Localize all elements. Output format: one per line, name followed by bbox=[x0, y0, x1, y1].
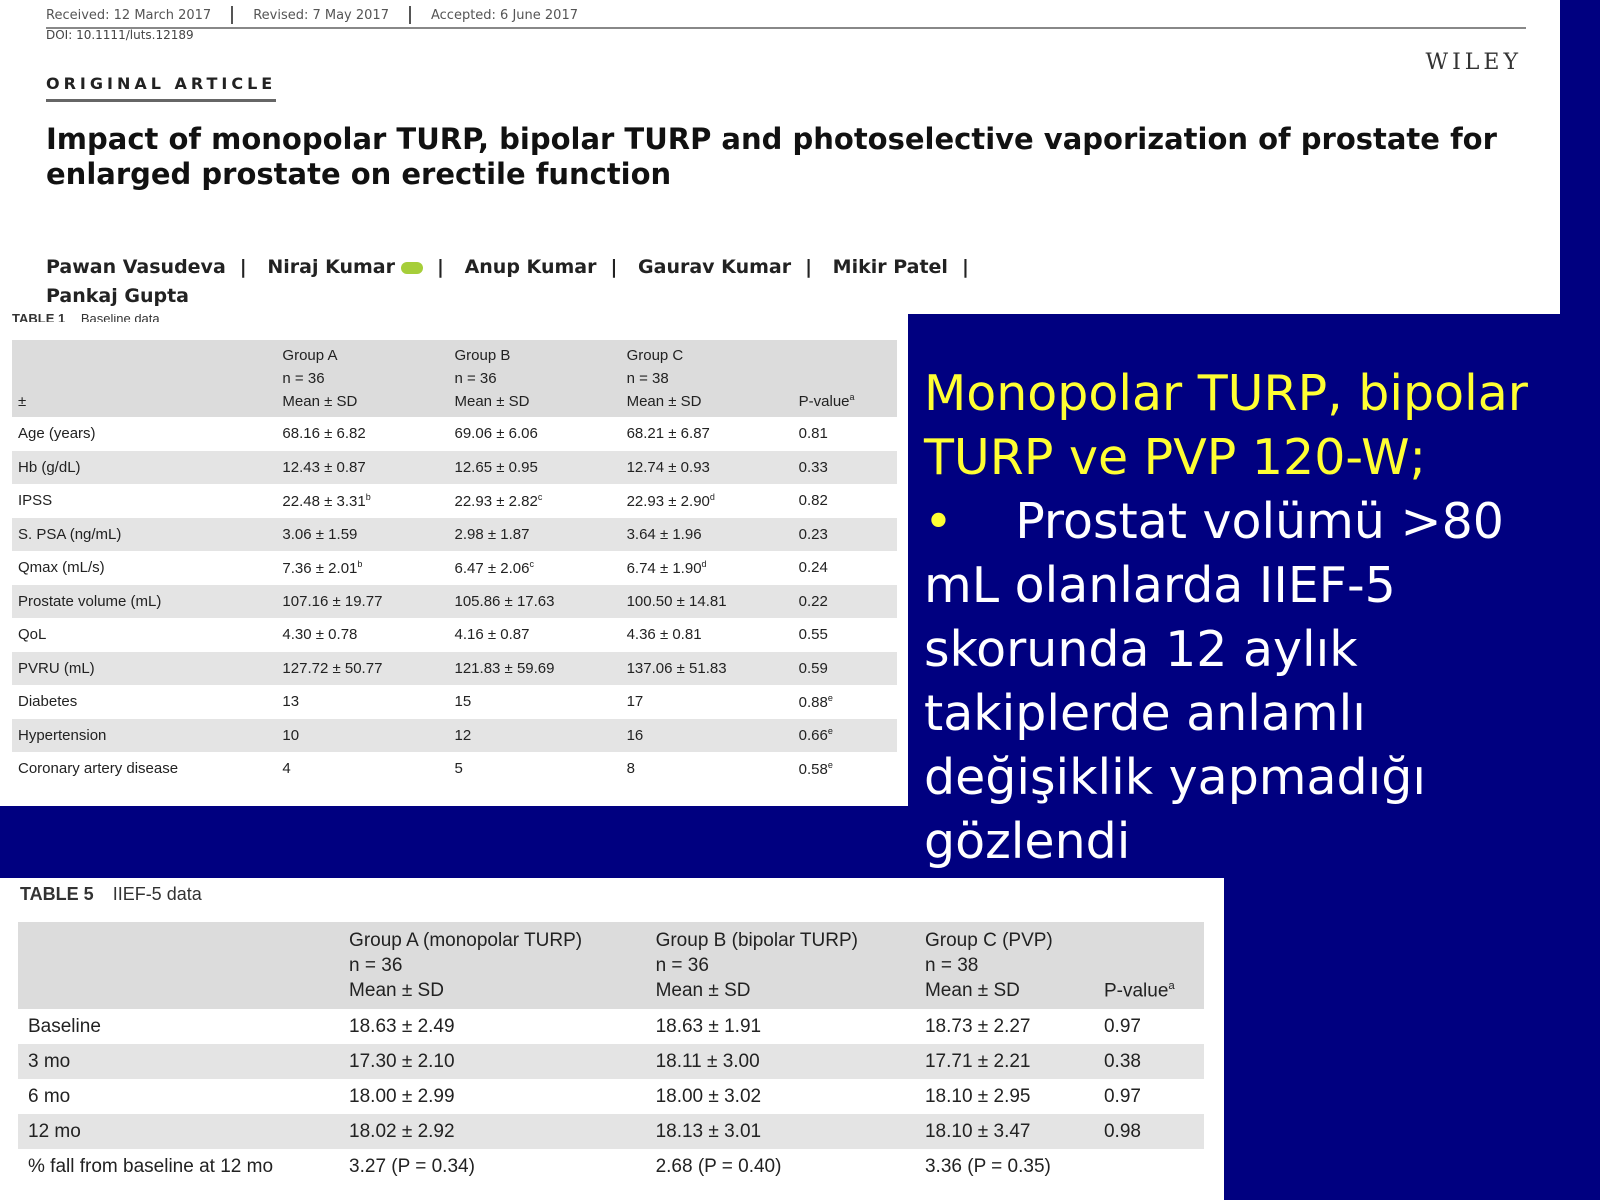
footnote-marker: b bbox=[357, 558, 363, 569]
column-header-line: Mean ± SD bbox=[655, 980, 751, 1001]
table-cell bbox=[793, 652, 897, 686]
cell-value: Hypertension bbox=[18, 726, 107, 744]
article-title: Impact of monopolar TURP, bipolar TURP and photoselective vaporization of prostate for enlarged prostate on erectile function bbox=[46, 122, 1497, 191]
table-cell bbox=[621, 417, 793, 451]
footnote-marker: d bbox=[709, 491, 715, 502]
cell-value: 22.48 ± 3.31 bbox=[282, 492, 366, 510]
author-name: Gaurav Kumar bbox=[638, 256, 792, 278]
table-row bbox=[18, 1044, 1204, 1079]
cell-value: 100.50 ± 14.81 bbox=[626, 592, 727, 610]
cell-value: 16 bbox=[626, 726, 644, 744]
date-divider bbox=[231, 6, 233, 24]
cell-value: 0.97 bbox=[1103, 1015, 1141, 1037]
table-cell bbox=[915, 1114, 1094, 1149]
cell-value: IPSS bbox=[18, 492, 53, 510]
cell-value: 105.86 ± 17.63 bbox=[454, 592, 555, 610]
table-row bbox=[12, 719, 897, 753]
table-cell bbox=[915, 1149, 1094, 1184]
column-header-line: n = 36 bbox=[454, 370, 497, 387]
table-cell bbox=[276, 551, 448, 585]
row-label bbox=[12, 417, 276, 451]
table-cell bbox=[276, 618, 448, 652]
cell-value: Hb (g/dL) bbox=[18, 458, 81, 476]
column-header-line bbox=[1104, 936, 1194, 955]
table-cell bbox=[1094, 1009, 1204, 1044]
footnote-marker: a bbox=[849, 392, 855, 402]
cell-value: 12.65 ± 0.95 bbox=[454, 458, 538, 476]
cell-value: 12.43 ± 0.87 bbox=[282, 458, 366, 476]
table-cell bbox=[449, 719, 621, 753]
article-type-label: ORIGINAL ARTICLE bbox=[46, 74, 276, 102]
table1-panel bbox=[0, 314, 908, 806]
table-cell bbox=[449, 652, 621, 686]
table-cell bbox=[621, 518, 793, 552]
cell-value: 0.59 bbox=[798, 659, 828, 677]
cell-value: S. PSA (ng/mL) bbox=[18, 525, 122, 543]
table-cell bbox=[276, 652, 448, 686]
accepted-date: Accepted: 6 June 2017 bbox=[430, 7, 578, 23]
author-list: Pawan Vasudeva | Niraj Kumar | Anup Kumar | Gaurav Kumar | Mikir Patel | Pankaj Gupta bbox=[46, 256, 969, 307]
table-cell bbox=[793, 719, 897, 753]
cell-value: 4.30 ± 0.78 bbox=[282, 626, 358, 644]
iief5-data-table bbox=[18, 922, 1204, 1184]
table-cell bbox=[793, 484, 897, 518]
column-header-line bbox=[28, 946, 329, 965]
column-header bbox=[793, 340, 897, 417]
column-header-line bbox=[28, 984, 329, 1003]
table-cell bbox=[793, 451, 897, 485]
column-header bbox=[12, 340, 276, 417]
cell-value: 3.06 ± 1.59 bbox=[282, 525, 358, 543]
table5-panel bbox=[0, 878, 1224, 1200]
cell-value: 3.36 (P = 0.35) bbox=[924, 1155, 1051, 1177]
table-cell bbox=[339, 1114, 646, 1149]
cell-value: 0.33 bbox=[798, 458, 828, 476]
table-row bbox=[12, 518, 897, 552]
column-header-line: P-value$^a$ bbox=[1103, 979, 1175, 1001]
article-dates bbox=[46, 6, 1526, 29]
table-cell bbox=[449, 451, 621, 485]
table-cell bbox=[915, 1009, 1094, 1044]
table-cell bbox=[621, 752, 793, 786]
table-cell bbox=[915, 1044, 1094, 1079]
table-cell bbox=[915, 1079, 1094, 1114]
cell-value: 68.16 ± 6.82 bbox=[282, 425, 366, 443]
column-header-line: Mean ± SD bbox=[349, 980, 444, 1001]
row-label bbox=[18, 1149, 339, 1184]
cell-value: 3.64 ± 1.96 bbox=[626, 525, 702, 543]
article-doi: DOI: 10.1111/luts.12189 bbox=[46, 28, 194, 42]
row-label bbox=[12, 685, 276, 719]
table-cell bbox=[449, 417, 621, 451]
table-cell bbox=[276, 719, 448, 753]
cell-value: 107.16 ± 19.77 bbox=[282, 592, 383, 610]
table-cell bbox=[1094, 1149, 1204, 1184]
table-cell bbox=[621, 551, 793, 585]
footnote-marker: b bbox=[365, 491, 371, 502]
cell-value: Prostate volume (mL) bbox=[18, 592, 162, 610]
table-row bbox=[12, 585, 897, 619]
cell-value: 18.63 ± 1.91 bbox=[655, 1015, 762, 1037]
table-cell bbox=[276, 685, 448, 719]
table-cell bbox=[793, 518, 897, 552]
table-cell bbox=[793, 752, 897, 786]
column-header-line: Group A bbox=[282, 347, 338, 364]
table-cell bbox=[646, 1009, 915, 1044]
table-cell bbox=[449, 585, 621, 619]
cell-value: 69.06 ± 6.06 bbox=[454, 425, 538, 443]
footnote-marker: e bbox=[827, 692, 833, 703]
cell-value: 0.97 bbox=[1103, 1085, 1141, 1107]
column-header bbox=[276, 340, 448, 417]
row-label bbox=[12, 484, 276, 518]
cell-value: 3.27 (P = 0.34) bbox=[349, 1155, 475, 1177]
table5-label: TABLE 5 bbox=[20, 884, 94, 904]
author-name: Pankaj Gupta bbox=[46, 285, 189, 307]
column-header bbox=[1094, 922, 1204, 1009]
cell-value: 10 bbox=[282, 726, 300, 744]
table-cell bbox=[793, 618, 897, 652]
column-header bbox=[449, 340, 621, 417]
table-row bbox=[12, 652, 897, 686]
summary-text bbox=[924, 362, 1584, 874]
cell-value: 0.82 bbox=[798, 492, 828, 510]
column-header bbox=[339, 922, 646, 1009]
table-cell bbox=[793, 585, 897, 619]
date-divider bbox=[409, 6, 411, 24]
column-header bbox=[915, 922, 1094, 1009]
article-header-panel bbox=[0, 0, 1560, 314]
table1-header-row bbox=[12, 340, 897, 417]
cell-value: 3 mo bbox=[28, 1050, 71, 1072]
column-header-line: Group A (monopolar TURP) bbox=[349, 930, 583, 951]
cell-value: 18.10 ± 3.47 bbox=[924, 1120, 1031, 1142]
table-row bbox=[18, 1149, 1204, 1184]
column-header-line: n = 38 bbox=[626, 370, 669, 387]
author-name: Mikir Patel bbox=[832, 256, 948, 278]
publisher-logo: WILEY bbox=[1425, 50, 1522, 75]
column-header-line: n = 36 bbox=[349, 955, 403, 976]
table-cell bbox=[449, 518, 621, 552]
cell-value: Age (years) bbox=[18, 425, 96, 443]
cell-value: 0.88 bbox=[798, 693, 828, 711]
column-header-line: Group B (bipolar TURP) bbox=[655, 930, 858, 951]
row-label bbox=[18, 1114, 339, 1149]
table-cell bbox=[449, 618, 621, 652]
summary-body: Prostat volümü >80 mL olanlarda IIEF-5 skorunda 12 aylık takiplerde anlamlı değişiklik yapmadığı gözlendi bbox=[924, 493, 1504, 870]
cell-value: 12 bbox=[454, 726, 472, 744]
cell-value: 0.66 bbox=[798, 727, 828, 745]
table-cell bbox=[276, 518, 448, 552]
table-cell bbox=[646, 1079, 915, 1114]
column-header-line: Group B bbox=[454, 347, 511, 364]
cell-value: Diabetes bbox=[18, 693, 78, 711]
cell-value: 18.73 ± 2.27 bbox=[924, 1015, 1031, 1037]
column-header bbox=[18, 922, 339, 1009]
cell-value: Coronary artery disease bbox=[18, 760, 179, 778]
cell-value: 4.36 ± 0.81 bbox=[626, 626, 702, 644]
table-cell bbox=[276, 451, 448, 485]
column-header-line: n = 36 bbox=[282, 370, 325, 387]
column-header-line bbox=[18, 375, 270, 390]
footnote-marker: a bbox=[1168, 979, 1175, 992]
cell-value: 0.24 bbox=[798, 559, 828, 577]
cell-value: 137.06 ± 51.83 bbox=[626, 659, 727, 677]
cell-value: Qmax (mL/s) bbox=[18, 559, 105, 577]
cell-value: 6.47 ± 2.06 bbox=[454, 559, 530, 577]
summary-heading: Monopolar TURP, bipolar TURP ve PVP 120-W; bbox=[924, 365, 1528, 486]
received-date: Received: 12 March 2017 bbox=[46, 7, 212, 23]
row-label bbox=[18, 1044, 339, 1079]
cell-value: PVRU (mL) bbox=[18, 659, 95, 677]
footnote-marker: e bbox=[827, 726, 833, 737]
author-name: Niraj Kumar bbox=[267, 256, 395, 278]
cell-value: 5 bbox=[454, 760, 463, 778]
cell-value: 18.63 ± 2.49 bbox=[349, 1015, 455, 1037]
table-cell bbox=[1094, 1044, 1204, 1079]
column-header-line bbox=[18, 360, 270, 375]
column-header-line bbox=[1104, 955, 1194, 974]
table-cell bbox=[646, 1149, 915, 1184]
table-row bbox=[12, 752, 897, 786]
table-cell bbox=[449, 752, 621, 786]
column-header-line: ± bbox=[18, 393, 27, 410]
table5-header-row bbox=[18, 922, 1204, 1009]
table-cell bbox=[1094, 1079, 1204, 1114]
table-row bbox=[18, 1009, 1204, 1044]
table-cell bbox=[621, 685, 793, 719]
cell-value: 17.30 ± 2.10 bbox=[349, 1050, 455, 1072]
cell-value: 0.22 bbox=[798, 592, 828, 610]
orcid-icon[interactable] bbox=[401, 262, 423, 274]
table-cell bbox=[1094, 1114, 1204, 1149]
cell-value: QoL bbox=[18, 626, 47, 644]
column-header-line bbox=[28, 965, 329, 984]
column-header-line bbox=[799, 356, 891, 371]
table-cell bbox=[621, 719, 793, 753]
row-label bbox=[12, 719, 276, 753]
cell-value: 4.16 ± 0.87 bbox=[454, 626, 530, 644]
cell-value: 18.13 ± 3.01 bbox=[655, 1120, 762, 1142]
cell-value: 121.83 ± 59.69 bbox=[454, 659, 555, 677]
column-header-line: Group C bbox=[626, 347, 684, 364]
table-cell bbox=[621, 451, 793, 485]
cell-value: 68.21 ± 6.87 bbox=[626, 425, 710, 443]
table-row bbox=[12, 618, 897, 652]
cell-value: 8 bbox=[626, 760, 635, 778]
cell-value: 0.98 bbox=[1103, 1120, 1141, 1142]
cell-value: 22.93 ± 2.82 bbox=[454, 492, 538, 510]
table-cell bbox=[621, 652, 793, 686]
row-label bbox=[18, 1079, 339, 1114]
cell-value: 4 bbox=[282, 760, 291, 778]
column-header bbox=[621, 340, 793, 417]
cell-value: 18.11 ± 3.00 bbox=[655, 1050, 760, 1072]
baseline-data-table bbox=[12, 340, 897, 786]
row-label bbox=[12, 551, 276, 585]
table-row bbox=[12, 484, 897, 518]
table1-label: TABLE 1 bbox=[12, 314, 66, 322]
revised-date: Revised: 7 May 2017 bbox=[253, 7, 389, 23]
row-label bbox=[12, 652, 276, 686]
table-row bbox=[12, 417, 897, 451]
cell-value: 12.74 ± 0.93 bbox=[626, 458, 710, 476]
column-header-line: Mean ± SD bbox=[282, 393, 358, 410]
table-cell bbox=[793, 417, 897, 451]
table-row bbox=[12, 551, 897, 585]
cell-value: 2.98 ± 1.87 bbox=[454, 525, 530, 543]
table1-title: Baseline data bbox=[80, 314, 160, 322]
cell-value: 15 bbox=[454, 693, 472, 711]
column-header-line: n = 36 bbox=[655, 955, 709, 976]
column-header-line: P-value$^a$ bbox=[798, 392, 855, 410]
cell-value: 6 mo bbox=[28, 1085, 71, 1107]
cell-value: 7.36 ± 2.01 bbox=[282, 559, 358, 577]
cell-value: 18.00 ± 3.02 bbox=[655, 1085, 762, 1107]
table-row bbox=[18, 1114, 1204, 1149]
table-cell bbox=[793, 685, 897, 719]
cell-value: 18.00 ± 2.99 bbox=[349, 1085, 455, 1107]
column-header-line: Mean ± SD bbox=[626, 393, 702, 410]
table-cell bbox=[276, 752, 448, 786]
column-header-line: Mean ± SD bbox=[924, 980, 1020, 1001]
row-label bbox=[12, 518, 276, 552]
column-header bbox=[646, 922, 915, 1009]
table-cell bbox=[646, 1044, 915, 1079]
cell-value: 6.74 ± 1.90 bbox=[626, 559, 702, 577]
cell-value: 17 bbox=[626, 693, 644, 711]
footnote-marker: e bbox=[827, 759, 833, 770]
table-cell bbox=[621, 618, 793, 652]
table-cell bbox=[621, 484, 793, 518]
table-row bbox=[18, 1079, 1204, 1114]
table-cell bbox=[449, 484, 621, 518]
table-cell bbox=[449, 551, 621, 585]
row-label bbox=[12, 585, 276, 619]
cell-value: 2.68 (P = 0.40) bbox=[655, 1155, 782, 1177]
cell-value: % fall from baseline at 12 mo bbox=[28, 1155, 274, 1177]
column-header-line: Group C (PVP) bbox=[924, 930, 1053, 951]
row-label bbox=[12, 752, 276, 786]
table-cell bbox=[339, 1149, 646, 1184]
cell-value: 17.71 ± 2.21 bbox=[924, 1050, 1031, 1072]
table-cell bbox=[449, 685, 621, 719]
table-cell bbox=[621, 585, 793, 619]
table-cell bbox=[646, 1114, 915, 1149]
table5-caption bbox=[20, 884, 202, 905]
cell-value: 12 mo bbox=[28, 1120, 81, 1142]
table1-caption bbox=[12, 314, 160, 322]
table-cell bbox=[339, 1044, 646, 1079]
row-label bbox=[18, 1009, 339, 1044]
footnote-marker: d bbox=[701, 558, 707, 569]
table-cell bbox=[339, 1079, 646, 1114]
table-row bbox=[12, 685, 897, 719]
table-cell bbox=[793, 551, 897, 585]
table-cell bbox=[276, 484, 448, 518]
cell-value: 18.10 ± 2.95 bbox=[924, 1085, 1031, 1107]
column-header-line: n = 38 bbox=[924, 955, 979, 976]
cell-value: 0.23 bbox=[798, 525, 828, 543]
author-name: Pawan Vasudeva bbox=[46, 256, 226, 278]
cell-value: 0.55 bbox=[798, 626, 828, 644]
table-row bbox=[12, 451, 897, 485]
footnote-marker: c bbox=[529, 558, 534, 569]
cell-value: 127.72 ± 50.77 bbox=[282, 659, 383, 677]
table-cell bbox=[276, 585, 448, 619]
footnote-marker: c bbox=[537, 491, 543, 502]
row-label bbox=[12, 618, 276, 652]
table5-title: IIEF-5 data bbox=[112, 884, 202, 904]
cell-value: 0.38 bbox=[1103, 1050, 1141, 1072]
bullet-icon: • bbox=[924, 493, 953, 550]
row-label bbox=[12, 451, 276, 485]
author-name: Anup Kumar bbox=[464, 256, 597, 278]
cell-value: Baseline bbox=[28, 1015, 101, 1037]
table-cell bbox=[276, 417, 448, 451]
column-header-line: Mean ± SD bbox=[454, 393, 530, 410]
cell-value: 13 bbox=[282, 693, 300, 711]
cell-value: 22.93 ± 2.90 bbox=[626, 492, 710, 510]
cell-value: 0.58 bbox=[798, 760, 828, 778]
column-header-line bbox=[799, 371, 891, 386]
cell-value: 18.02 ± 2.92 bbox=[349, 1120, 455, 1142]
cell-value: 0.81 bbox=[798, 425, 828, 443]
table-cell bbox=[339, 1009, 646, 1044]
